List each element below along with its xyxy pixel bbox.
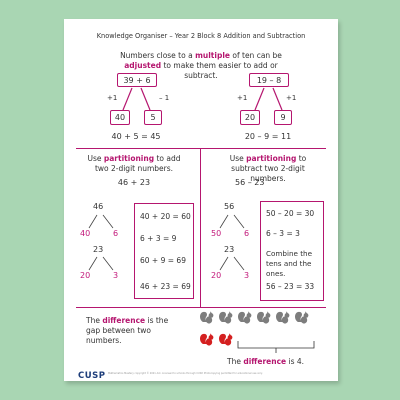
red-squirrel-icon (219, 333, 232, 345)
grey-squirrel-icon (276, 311, 289, 323)
intro-text: to make them easier to add or subtract. (161, 61, 278, 80)
keyword-partitioning: partitioning (246, 154, 297, 163)
number-box: 20 (240, 110, 260, 125)
keyword-difference: difference (243, 357, 287, 366)
subtract-step: 50 – 20 = 30 (266, 209, 315, 218)
tree-tens: 20 (211, 271, 222, 280)
keyword-difference: difference (102, 316, 146, 325)
number-box: 9 (274, 110, 292, 125)
tree-top: 56 (224, 202, 235, 211)
adjust-label: +1 (286, 94, 297, 102)
adjust-label: +1 (107, 94, 118, 102)
keyword-adjusted: adjusted (124, 61, 162, 70)
tree-tens: 50 (211, 229, 222, 238)
difference-bracket (238, 341, 314, 353)
add-step: 60 + 9 = 69 (140, 256, 186, 265)
number-box: 5 (144, 110, 162, 125)
grey-squirrel-icon (219, 311, 232, 323)
knowledge-organiser-sheet (64, 19, 338, 381)
add-step: 46 + 23 = 69 (140, 282, 191, 291)
result-equation: 40 + 5 = 45 (111, 132, 161, 141)
tree-tens: 20 (80, 271, 91, 280)
intro-text: of ten can be (230, 51, 282, 60)
tree-ones: 6 (244, 229, 250, 238)
note-text: The (227, 357, 244, 366)
result-equation: 20 – 9 = 11 (244, 132, 292, 141)
page-title: Knowledge Organiser – Year 2 Block 8 Addition and Subtraction (96, 32, 306, 40)
definition-text: The (86, 316, 103, 325)
adjust-label: +1 (237, 94, 248, 102)
tree-top: 46 (93, 202, 104, 211)
expression-box: 19 – 8 (249, 73, 289, 87)
expression-box: 39 + 6 (117, 73, 157, 87)
red-squirrel-icon (200, 333, 213, 345)
subtract-step: 56 – 23 = 33 (266, 282, 315, 291)
definition-text: is the gap between two numbers. (86, 316, 169, 345)
difference-note (227, 357, 304, 367)
intro-text: Use (229, 154, 247, 163)
grey-squirrel-icon (257, 311, 270, 323)
tree-tens: 40 (80, 229, 91, 238)
note-text: is 4. (286, 357, 305, 366)
grey-squirrel-icon (295, 311, 308, 323)
tree-top: 23 (224, 245, 235, 254)
tree-ones: 6 (113, 229, 119, 238)
subtract-expression: 56 – 23 (235, 178, 265, 187)
footer-fine-print: Mathematics Mastery copyright © 2021 Ark. Licensed to schools through CUSP. Photocopying permitted for educational use only. (108, 372, 263, 375)
grey-squirrel-icon (200, 311, 213, 323)
intro-text: Numbers close to a (120, 51, 196, 60)
subtract-step: 6 – 3 = 3 (266, 229, 300, 238)
cusp-logo: CUSP (78, 371, 106, 381)
keyword-partitioning: partitioning (103, 154, 155, 163)
intro-text: to add two 2-digit numbers. (94, 154, 181, 173)
add-step: 40 + 20 = 60 (140, 212, 191, 221)
tree-ones: 3 (113, 271, 119, 280)
difference-illustration (64, 19, 338, 381)
tree-top: 23 (93, 245, 104, 254)
keyword-multiple: multiple (195, 51, 230, 60)
intro-text: Use (87, 154, 104, 163)
adjust-label: – 1 (159, 94, 170, 102)
intro-text: to subtract two 2-digit numbers. (231, 154, 307, 183)
tree-ones: 3 (244, 271, 250, 280)
add-expression: 46 + 23 (117, 178, 151, 187)
add-step: 6 + 3 = 9 (140, 234, 177, 243)
number-box: 40 (110, 110, 130, 125)
grey-squirrel-icon (238, 311, 251, 323)
subtract-step: Combine the tens and the ones. (266, 249, 313, 278)
